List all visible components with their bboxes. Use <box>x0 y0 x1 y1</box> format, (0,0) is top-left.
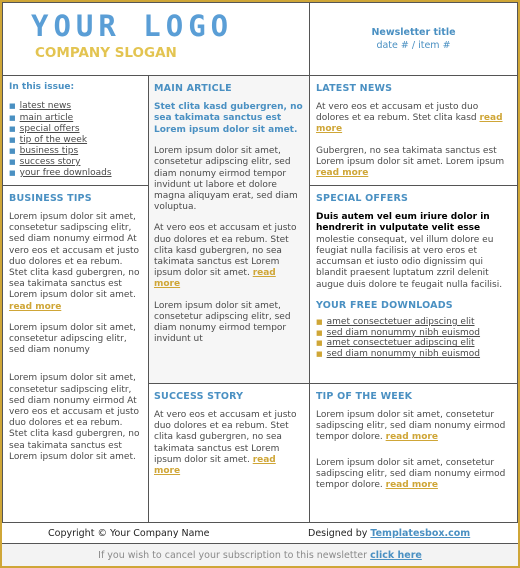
tip-of-week-p2 <box>316 458 511 492</box>
tip-of-week-p1-text: Lorem ipsum dolor sit amet, consetetur sadipscing elitr, sed diam nonumy eirmod tempor dolore. <box>316 410 506 443</box>
business-tips-p2: Lorem ipsum dolor sit amet, consetetur adipscing elitr, sed diam nonumy <box>9 322 136 356</box>
main-article-title: MAIN ARTICLE <box>154 83 232 94</box>
issue-link-tip-of-week[interactable]: tip of the week <box>19 134 88 145</box>
tip-of-week-p1 <box>316 410 511 444</box>
issue-link-main-article[interactable]: main article <box>19 112 74 123</box>
bullet-icon: ■ <box>316 328 323 337</box>
download-link[interactable]: amet consectetuer adipscing elit <box>326 316 475 327</box>
business-tips-p3: Lorem ipsum dolor sit amet, consetetur sadipscing elitr, sed diam nonumy eirmod At vero eos et accusam et justo duo dolores et ea rebum. Stet clita kasd gubergren, no sea takimata sanctus est Lorem ipsum dolor sit amet. <box>9 373 140 462</box>
tip-of-week-title: TIP OF THE WEEK <box>316 391 413 402</box>
main-article-p2 <box>154 223 304 290</box>
list-item <box>316 328 511 339</box>
business-tips-p1-text: Lorem ipsum dolor sit amet, consetetur sadipscing elitr, sed diam nonumy eirmod At vero eos et accusam et justo duo dolores et ea rebum. Stet clita kasd gubergren, no sea takimata sanctus est Lorem ipsum dolor sit amet. <box>9 212 140 301</box>
main-article-p2-text: At vero eos et accusam et justo duo dolores et ea rebum. Stet clita kasd gubergren, no sea takimata sanctus est Lorem ipsum dolor sit amet. <box>154 223 297 279</box>
newsletter-info-cell <box>309 2 518 76</box>
bullet-icon: ■ <box>9 146 16 155</box>
tip-of-week-cell <box>309 383 518 523</box>
bullet-icon: ■ <box>9 168 16 177</box>
read-more-link[interactable]: read more <box>154 268 276 290</box>
read-more-link[interactable]: read more <box>385 480 438 491</box>
read-more-link[interactable]: read more <box>154 454 276 477</box>
download-link[interactable]: amet consectetuer adipscing elit <box>326 338 475 349</box>
business-tips-cell <box>2 185 149 523</box>
issue-link-business-tips[interactable]: business tips <box>19 145 79 156</box>
list-item <box>9 101 142 112</box>
designer-credit <box>308 528 470 539</box>
logo-cell <box>2 2 310 76</box>
company-slogan: COMPANY SLOGAN <box>35 45 177 61</box>
success-story-p1 <box>154 410 304 477</box>
in-this-issue-cell <box>2 75 149 186</box>
special-offers-p1: molestie consequat, vel illum dolore eu feugiat nulla facilisis at vero eros et accumsan et iusto odio dignissim qui blandit praesent luptatum zzril delenit augue duis dolore te feugait nulla facilisi. <box>316 234 503 290</box>
issue-link-special-offers[interactable]: special offers <box>19 123 80 134</box>
latest-news-p1-text: At vero eos et accusam et justo duo dolores et ea rebum. Stet clita kasd <box>316 102 479 124</box>
read-more-link[interactable]: read more <box>316 168 369 179</box>
latest-news-p2 <box>316 146 511 180</box>
main-article-p1: Lorem ipsum dolor sit amet, consetetur adipscing elitr, sed diam nonumy eirmod tempor invidunt ut labore et dolore magna aliquyam erat, sed diam voluptua. <box>154 146 298 213</box>
issue-list <box>9 101 142 178</box>
bullet-icon: ■ <box>316 339 323 348</box>
special-offers-lead: Duis autem vel eum iriure dolor in hendrerit in vulputate velit esse <box>316 212 490 234</box>
tip-of-week-p2-text: Lorem ipsum dolor sit amet, consetetur sadipscing elitr, sed diam nonumy eirmod tempor dolore. <box>316 457 506 491</box>
special-offers-cell <box>309 185 518 384</box>
main-article-lead: Stet clita kasd gubergren, no sea takimata sanctus est Lorem ipsum dolor sit amet. <box>154 102 303 135</box>
issue-link-latest-news[interactable]: latest news <box>19 101 72 112</box>
read-more-link[interactable]: read more <box>9 301 62 312</box>
unsubscribe-link[interactable]: click here <box>370 550 422 561</box>
downloads-title: YOUR FREE DOWNLOADS <box>316 299 453 311</box>
bullet-icon: ■ <box>9 124 16 133</box>
bullet-icon: ■ <box>9 102 16 111</box>
list-item <box>9 146 142 157</box>
newsletter-date: date # / item # <box>376 40 451 51</box>
bullet-icon: ■ <box>9 135 16 144</box>
bullet-icon: ■ <box>316 317 323 326</box>
unsubscribe-line <box>2 546 518 566</box>
bullet-icon: ■ <box>9 157 16 166</box>
bullet-icon: ■ <box>316 350 323 359</box>
list-item <box>9 113 142 124</box>
list-item <box>316 317 511 328</box>
designer-link[interactable]: Templatesbox.com <box>370 528 471 539</box>
list-item <box>9 135 142 146</box>
download-link[interactable]: sed diam nonummy nibh euismod <box>326 327 481 338</box>
business-tips-title: BUSINESS TIPS <box>9 193 92 204</box>
success-story-p1-text: At vero eos et accusam et justo duo dolores et ea rebum. Stet clita kasd gubergren, no sea takimata sanctus est Lorem ipsum dolor sit amet. <box>154 410 297 465</box>
issue-link-free-downloads[interactable]: your free downloads <box>19 167 112 178</box>
list-item <box>316 349 511 360</box>
success-story-cell <box>148 383 310 523</box>
company-logo: YOUR LOGO <box>31 9 234 43</box>
bullet-icon: ■ <box>9 113 16 122</box>
read-more-link[interactable]: read more <box>385 432 438 443</box>
list-item <box>9 168 142 179</box>
footer-bar <box>2 522 518 544</box>
read-more-link[interactable]: read more <box>316 113 503 135</box>
special-offers-title: SPECIAL OFFERS <box>316 193 409 204</box>
newsletter-title: Newsletter title <box>371 27 456 38</box>
list-item <box>316 338 511 349</box>
download-link[interactable]: sed diam nonummy nibh euismod <box>326 349 481 360</box>
business-tips-p1 <box>9 212 142 313</box>
main-article-p3: Lorem ipsum dolor sit amet, consetetur adipscing elitr, sed diam nonumy eirmod tempor invidunt ut <box>154 300 291 345</box>
in-this-issue-title: In this issue: <box>9 82 75 92</box>
latest-news-p1 <box>316 102 511 136</box>
main-article-cell <box>148 75 310 384</box>
downloads-list <box>316 317 511 360</box>
copyright-text: Copyright © Your Company Name <box>48 528 210 539</box>
latest-news-cell <box>309 75 518 186</box>
list-item <box>9 157 142 168</box>
issue-link-success-story[interactable]: success story <box>19 156 81 167</box>
latest-news-title: LATEST NEWS <box>316 83 393 94</box>
success-story-title: SUCCESS STORY <box>154 391 244 402</box>
designed-by-label: Designed by <box>308 528 368 539</box>
latest-news-p2-text: Gubergren, no sea takimata sanctus est Lorem ipsum dolor sit amet. Lorem ipsum <box>316 145 505 167</box>
list-item <box>9 124 142 135</box>
unsubscribe-text: If you wish to cancel your subscription to this newsletter <box>98 550 368 561</box>
